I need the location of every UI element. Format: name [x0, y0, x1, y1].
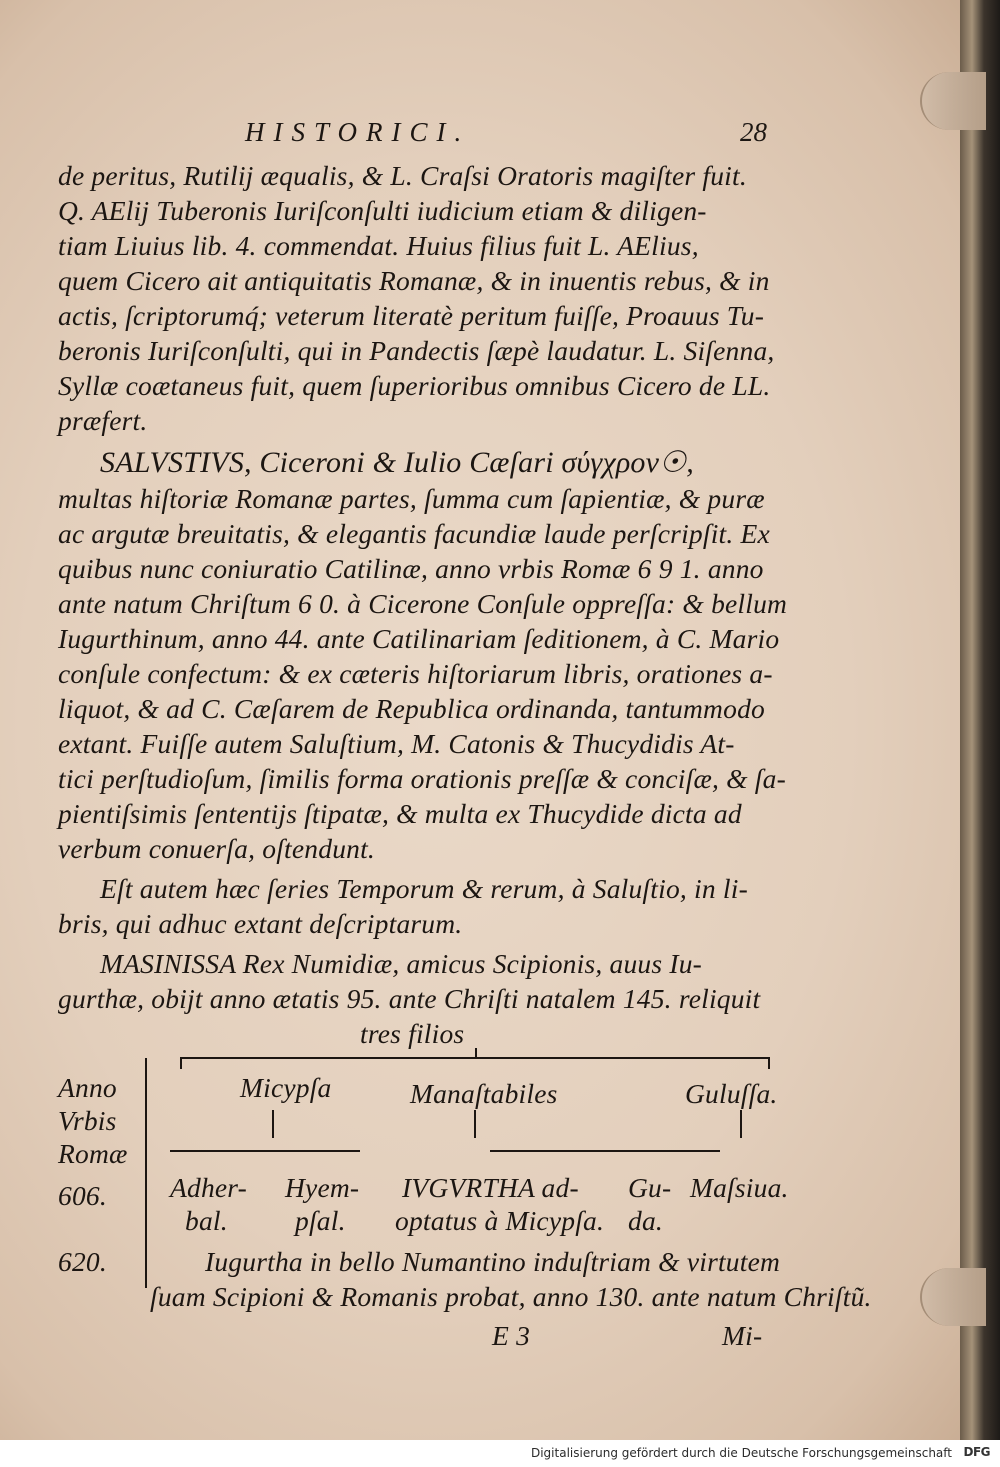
year-value: 620. [58, 1246, 107, 1277]
grandson-massiva: Maſsiua. [690, 1172, 789, 1203]
grandson-gauda: Gu- [628, 1172, 672, 1203]
brace-tick [768, 1057, 770, 1069]
section-heading-salustius: SALVSTIVS, Ciceroni & Iulio Cæſari σύγχρον☉, [100, 446, 694, 479]
body-line: ac argutæ breuitatis, & elegantis facundiæ laude perſcripſit. Ex [58, 518, 770, 549]
body-line: conſule confectum: & ex cæteris hiſtoriarum libris, orationes a- [58, 658, 773, 689]
dfg-logo: DFG [963, 1445, 990, 1459]
signature-mark: E 3 [492, 1320, 531, 1351]
body-line: tici perſtudioſum, ſimilis forma orationis preſſæ & conciſæ, & ſa- [58, 763, 786, 794]
body-line: quibus nunc coniuratio Catilinæ, anno vrbis Romæ 6 9 1. anno [58, 553, 764, 584]
body-line: de peritus, Rutilij æqualis, & L. Craſsi Oratoris magiſter fuit. [58, 160, 747, 191]
page-number: 28 [740, 117, 767, 147]
descent-line [740, 1110, 742, 1138]
genealogy-note: ſuam Scipioni & Romanis probat, anno 130. ante natum Chriſtũ. [150, 1281, 872, 1312]
grandson-adherbal: Adher- [170, 1172, 248, 1203]
year-label: Vrbis [58, 1105, 117, 1136]
grandson-gauda: da. [628, 1205, 663, 1236]
descent-line [272, 1110, 274, 1138]
catchword: Mi- [722, 1320, 763, 1351]
table-rule [145, 1058, 147, 1288]
body-line: liquot, & ad C. Cæſarem de Republica ordinanda, tantummodo [58, 693, 765, 724]
body-line: Syllæ coætaneus fuit, quem ſuperioribus omnibus Cicero de LL. [58, 370, 771, 401]
body-line: gurthæ, obijt anno ætatis 95. ante Chriſti natalem 145. reliquit [58, 983, 761, 1014]
son-gulussa: Guluſſa. [685, 1078, 778, 1109]
brace-tick [180, 1057, 182, 1069]
year-label: Anno [58, 1072, 117, 1103]
page-tab-top [920, 72, 986, 130]
body-line: verbum conuerſa, oſtendunt. [58, 833, 376, 864]
son-manastabal: Manaſtabiles [410, 1078, 558, 1109]
body-line: extant. Fuiſſe autem Saluſtium, M. Catonis & Thucydidis At- [58, 728, 735, 759]
year-value: 606. [58, 1180, 107, 1211]
digitization-footer [0, 1440, 1000, 1467]
grandson-iugurtha: optatus à Micypſa. [395, 1205, 605, 1236]
body-line: multas hiſtoriæ Romanæ partes, ſumma cum ſapientiæ, & puræ [58, 483, 765, 514]
body-line: Q. AElij Tuberonis Iuriſconſulti iudicium etiam & diligen- [58, 195, 707, 226]
body-line: Iugurthinum, anno 44. ante Catilinariam ſeditionem, à C. Mario [58, 623, 780, 654]
running-head: HISTORICI. [245, 117, 471, 147]
brace-tick [475, 1048, 477, 1058]
body-line: præfert. [58, 405, 148, 436]
body-line: actis, ſcriptorumq́; veterum literatè peritum fuiſſe, Proauus Tu- [58, 300, 765, 331]
genealogy-note: Iugurtha in bello Numantino induſtriam & virtutem [205, 1246, 781, 1277]
book-edge [960, 0, 1000, 1440]
grandson-iugurtha: IVGVRTHA ad- [402, 1172, 579, 1203]
grandson-hiempsal: Hyem- [285, 1172, 360, 1203]
body-line: ante natum Chriſtum 6 0. à Cicerone Conſule oppreſſa: & bellum [58, 588, 788, 619]
year-label: Romæ [58, 1138, 128, 1169]
digitization-credit: Digitalisierung gefördert durch die Deutsche Forschungsgemeinschaft [530, 1446, 952, 1460]
page-tab-bottom [920, 1268, 986, 1326]
grandson-adherbal: bal. [185, 1205, 228, 1236]
body-line: bris, qui adhuc extant deſcriptarum. [58, 908, 463, 939]
body-line: MASINISSA Rex Numidiæ, amicus Scipionis, auus Iu- [100, 948, 703, 979]
brace-manastabal [490, 1150, 720, 1152]
grandson-hiempsal: pſal. [295, 1205, 346, 1236]
brace-micipsa [170, 1150, 360, 1152]
descent-line [474, 1110, 476, 1138]
body-line: tres filios [360, 1018, 465, 1049]
son-micipsa: Micypſa [240, 1072, 332, 1103]
body-line: quem Cicero ait antiquitatis Romanæ, & in inuentis rebus, & in [58, 265, 770, 296]
body-line: pientiſsimis ſententijs ſtipatæ, & multa ex Thucydide dicta ad [58, 798, 742, 829]
body-line: tiam Liuius lib. 4. commendat. Huius filius fuit L. AElius, [58, 230, 699, 261]
body-line: Eſt autem hæc ſeries Temporum & rerum, à Saluſtio, in li- [100, 873, 748, 904]
body-line: beronis Iuriſconſulti, qui in Pandectis ſæpè laudatur. L. Siſenna, [58, 335, 775, 366]
